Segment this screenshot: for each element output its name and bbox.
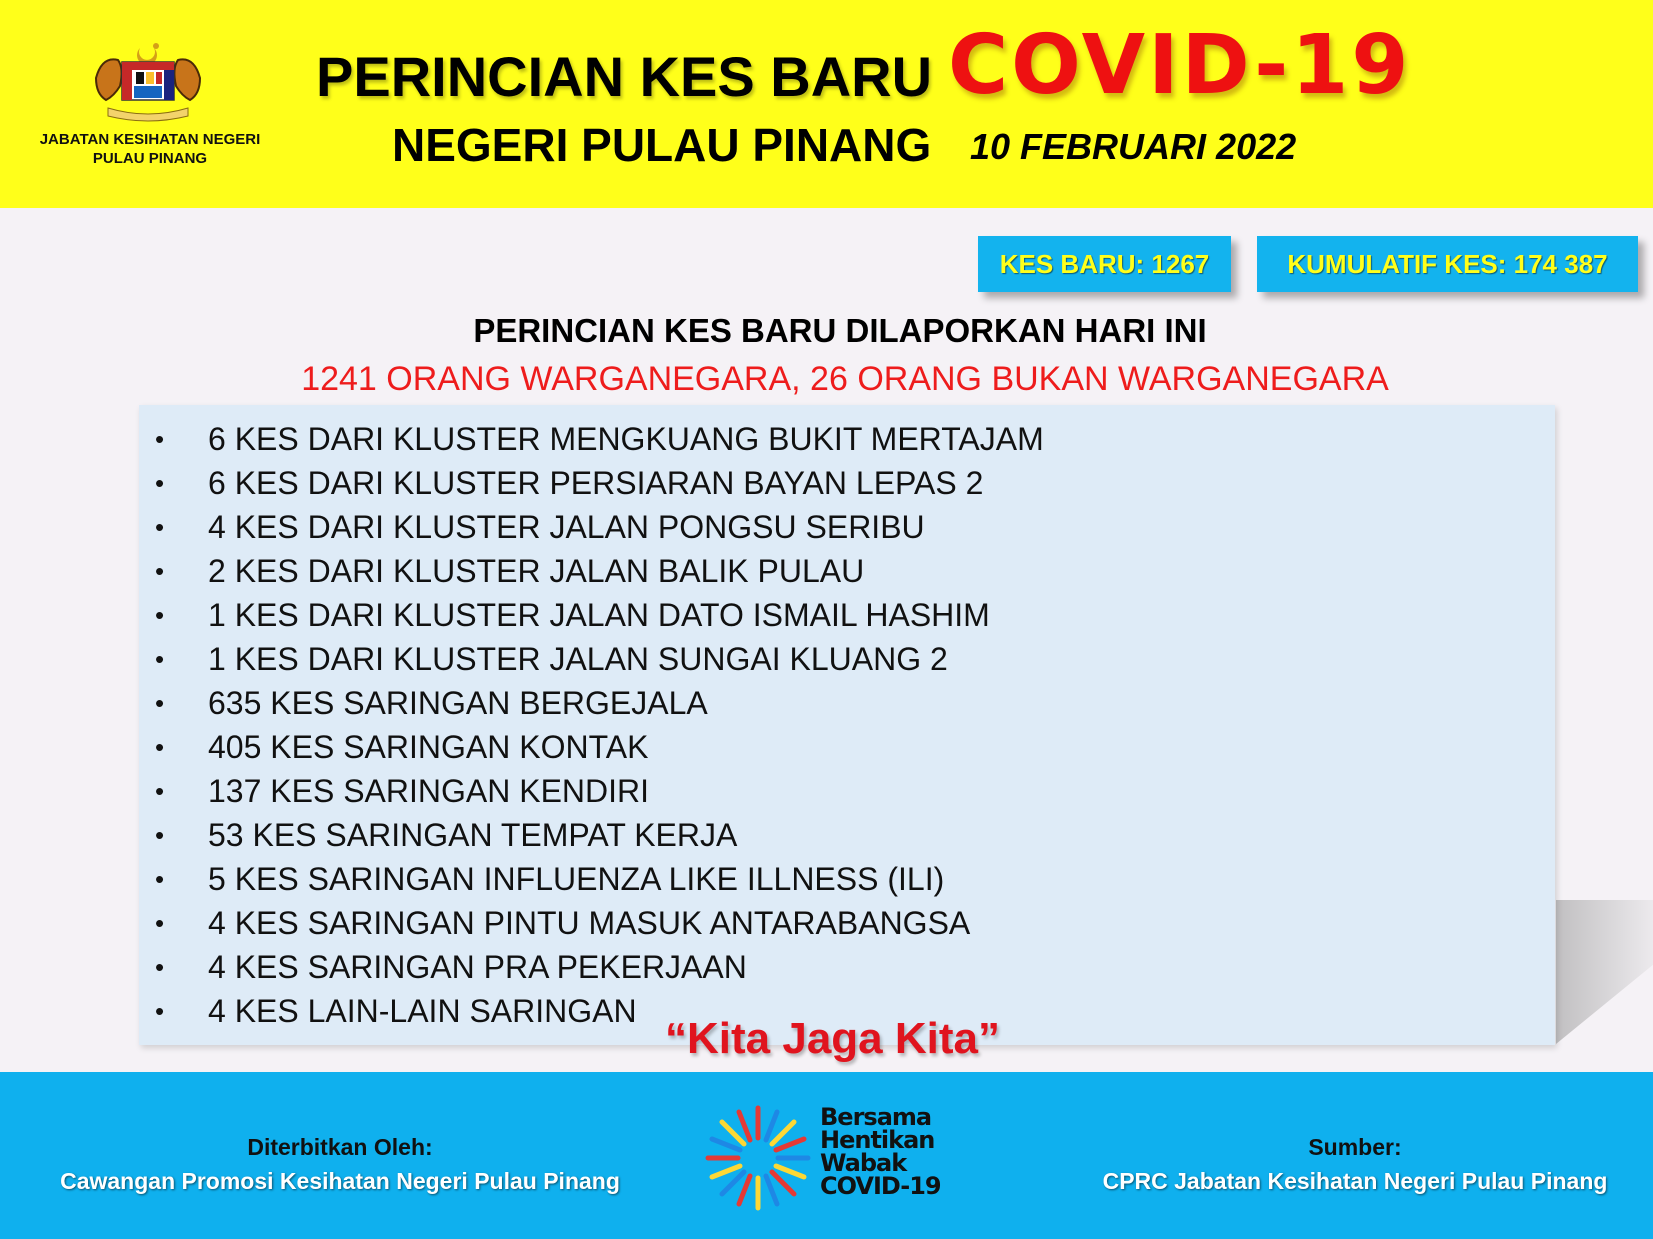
case-item-text: 1 KES DARI KLUSTER JALAN DATO ISMAIL HASHIM	[208, 597, 990, 633]
agency-name-line1: JABATAN KESIHATAN NEGERI	[39, 131, 261, 148]
report-date: 10 FEBRUARI 2022	[970, 126, 1297, 167]
source-name: CPRC Jabatan Kesihatan Negeri Pulau Pinang	[1102, 1168, 1608, 1194]
case-item-text: 1 KES DARI KLUSTER JALAN SUNGAI KLUANG 2	[208, 641, 948, 677]
case-item-text: 635 KES SARINGAN BERGEJALA	[208, 685, 708, 721]
bullet-icon: •	[155, 644, 165, 674]
bullet-icon: •	[155, 732, 165, 762]
case-item-text: 6 KES DARI KLUSTER PERSIARAN BAYAN LEPAS 2	[208, 465, 984, 501]
case-item-text: 53 KES SARINGAN TEMPAT KERJA	[208, 817, 738, 853]
bullet-icon: •	[155, 688, 165, 718]
cumulative-cases-badge: KUMULATIF KES: 174 387	[1257, 236, 1638, 292]
bullet-icon: •	[155, 820, 165, 850]
case-item-text: 4 KES SARINGAN PINTU MASUK ANTARABANGSA	[208, 905, 971, 941]
bullet-icon: •	[155, 908, 165, 938]
bullet-icon: •	[155, 556, 165, 586]
publisher-label: Diterbitkan Oleh:	[247, 1134, 433, 1160]
publisher-name: Cawangan Promosi Kesihatan Negeri Pulau Pinang	[60, 1168, 620, 1194]
citizenship-breakdown: 1241 ORANG WARGANEGARA, 26 ORANG BUKAN WARGANEGARA	[301, 360, 1389, 398]
coat-of-arms-logo	[88, 38, 208, 122]
campaign-text	[820, 1103, 941, 1200]
source-block	[1090, 1130, 1620, 1198]
source-label: Sumber:	[1308, 1134, 1402, 1160]
agency-name	[20, 130, 280, 168]
case-item-text: 4 KES DARI KLUSTER JALAN PONGSU SERIBU	[208, 509, 925, 545]
slogan: “Kita Jaga Kita”	[665, 1014, 1000, 1063]
campaign-line2: Hentikan	[820, 1126, 935, 1154]
case-item-text: 4 KES SARINGAN PRA PEKERJAAN	[208, 949, 747, 985]
covid-title: COVID-19	[948, 18, 1412, 113]
case-item-text: 4 KES LAIN-LAIN SARINGAN	[208, 993, 637, 1029]
bullet-icon: •	[155, 952, 165, 982]
publisher-block	[30, 1130, 650, 1198]
state-name: NEGERI PULAU PINANG	[392, 119, 932, 171]
case-item-text: 2 KES DARI KLUSTER JALAN BALIK PULAU	[208, 553, 865, 589]
bullet-icon: •	[155, 776, 165, 806]
bullet-icon: •	[155, 424, 165, 454]
campaign-line1: Bersama	[820, 1103, 932, 1131]
section-title: PERINCIAN KES BARU DILAPORKAN HARI INI	[473, 312, 1207, 349]
campaign-line3: Wabak	[820, 1149, 907, 1177]
campaign-line4: COVID-19	[820, 1172, 941, 1200]
case-item-text: 5 KES SARINGAN INFLUENZA LIKE ILLNESS (ILI)	[208, 861, 945, 897]
bullet-icon: •	[155, 468, 165, 498]
bullet-icon: •	[155, 512, 165, 542]
case-list-panel	[139, 405, 1555, 1045]
footer-banner	[0, 1072, 1653, 1239]
page-title: PERINCIAN KES BARU	[316, 45, 933, 108]
case-item-text: 6 KES DARI KLUSTER MENGKUANG BUKIT MERTAJAM	[208, 421, 1044, 457]
agency-name-line2: PULAU PINANG	[92, 150, 208, 167]
bullet-icon: •	[155, 996, 165, 1026]
case-item-text: 405 KES SARINGAN KONTAK	[208, 729, 649, 765]
campaign-logo	[700, 1098, 970, 1218]
case-item-text: 137 KES SARINGAN KENDIRI	[208, 773, 650, 809]
new-cases-badge: KES BARU: 1267	[978, 236, 1231, 292]
starburst-icon	[700, 1098, 820, 1218]
header-banner	[0, 0, 1653, 208]
bullet-icon: •	[155, 600, 165, 630]
bullet-icon: •	[155, 864, 165, 894]
